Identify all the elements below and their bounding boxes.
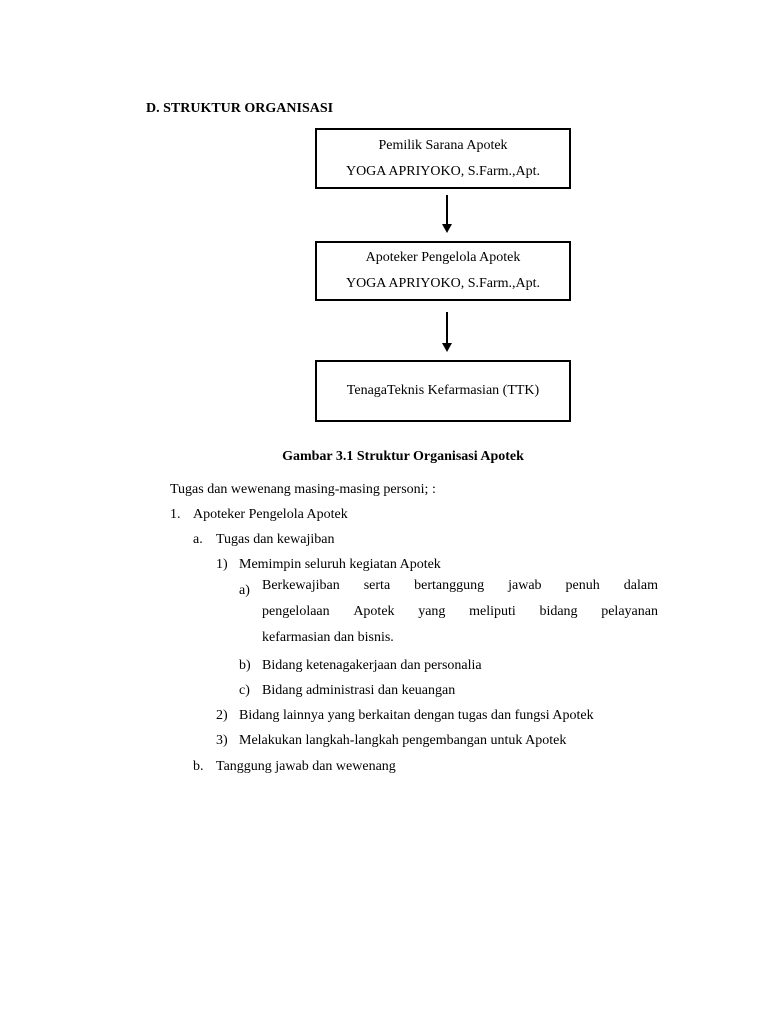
list-item-text: Tanggung jawab dan wewenang bbox=[216, 759, 396, 774]
org-arrow-1 bbox=[441, 195, 453, 233]
list-item-text: Melakukan langkah-langkah pengembangan untuk Apotek bbox=[239, 733, 567, 748]
intro-text: Tugas dan wewenang masing-masing personi; : bbox=[170, 482, 436, 497]
paragraph-line-2 bbox=[262, 604, 658, 630]
word: jawab bbox=[508, 578, 542, 593]
list-marker: 3) bbox=[216, 733, 228, 748]
word: penuh bbox=[565, 578, 600, 593]
paragraph-line-3: kefarmasian dan bisnis. bbox=[262, 630, 394, 645]
list-marker: 1) bbox=[216, 557, 228, 572]
figure-caption: Gambar 3.1 Struktur Organisasi Apotek bbox=[282, 449, 524, 464]
list-marker: b) bbox=[239, 658, 251, 673]
list-item-text: Tugas dan kewajiban bbox=[216, 532, 335, 547]
word: pengelolaan bbox=[262, 604, 330, 619]
list-item-text: Apoteker Pengelola Apotek bbox=[193, 507, 348, 522]
section-heading: D. STRUKTUR ORGANISASI bbox=[146, 101, 334, 116]
paragraph-line-1 bbox=[262, 578, 658, 604]
org-box-owner-name: YOGA APRIYOKO, S.Farm.,Apt. bbox=[345, 163, 541, 179]
list-item-text: Memimpin seluruh kegiatan Apotek bbox=[239, 557, 441, 572]
word: Apotek bbox=[353, 604, 395, 619]
word: pelayanan bbox=[601, 604, 658, 619]
list-marker: 2) bbox=[216, 708, 228, 723]
word: serta bbox=[363, 578, 391, 593]
list-marker: a. bbox=[193, 532, 203, 547]
justified-paragraph bbox=[262, 578, 658, 656]
org-box-ttk-role: TenagaTeknis Kefarmasian (TTK) bbox=[346, 383, 540, 398]
org-box-pharmacist-name: YOGA APRIYOKO, S.Farm.,Apt. bbox=[345, 276, 541, 291]
word: bertanggung bbox=[414, 578, 485, 593]
org-box-ttk bbox=[315, 360, 571, 422]
list-item-text: Bidang administrasi dan keuangan bbox=[262, 683, 456, 698]
word: dalam bbox=[623, 578, 658, 593]
list-marker: c) bbox=[239, 683, 250, 698]
list-marker: b. bbox=[193, 759, 204, 774]
org-box-pharmacist-role: Apoteker Pengelola Apotek bbox=[365, 250, 521, 265]
word: yang bbox=[418, 604, 446, 619]
org-box-pharmacist bbox=[315, 241, 571, 301]
list-marker: a) bbox=[239, 583, 250, 598]
word: Berkewajiban bbox=[262, 578, 340, 593]
word: bidang bbox=[539, 604, 578, 619]
org-box-owner bbox=[315, 128, 571, 189]
list-item-text: Bidang lainnya yang berkaitan dengan tugas dan fungsi Apotek bbox=[239, 708, 594, 723]
org-arrow-2 bbox=[441, 312, 453, 352]
org-box-owner-role: Pemilik Sarana Apotek bbox=[378, 137, 508, 153]
list-item-text: Bidang ketenagakerjaan dan personalia bbox=[262, 658, 482, 673]
list-marker: 1. bbox=[170, 507, 181, 522]
word: meliputi bbox=[469, 604, 516, 619]
